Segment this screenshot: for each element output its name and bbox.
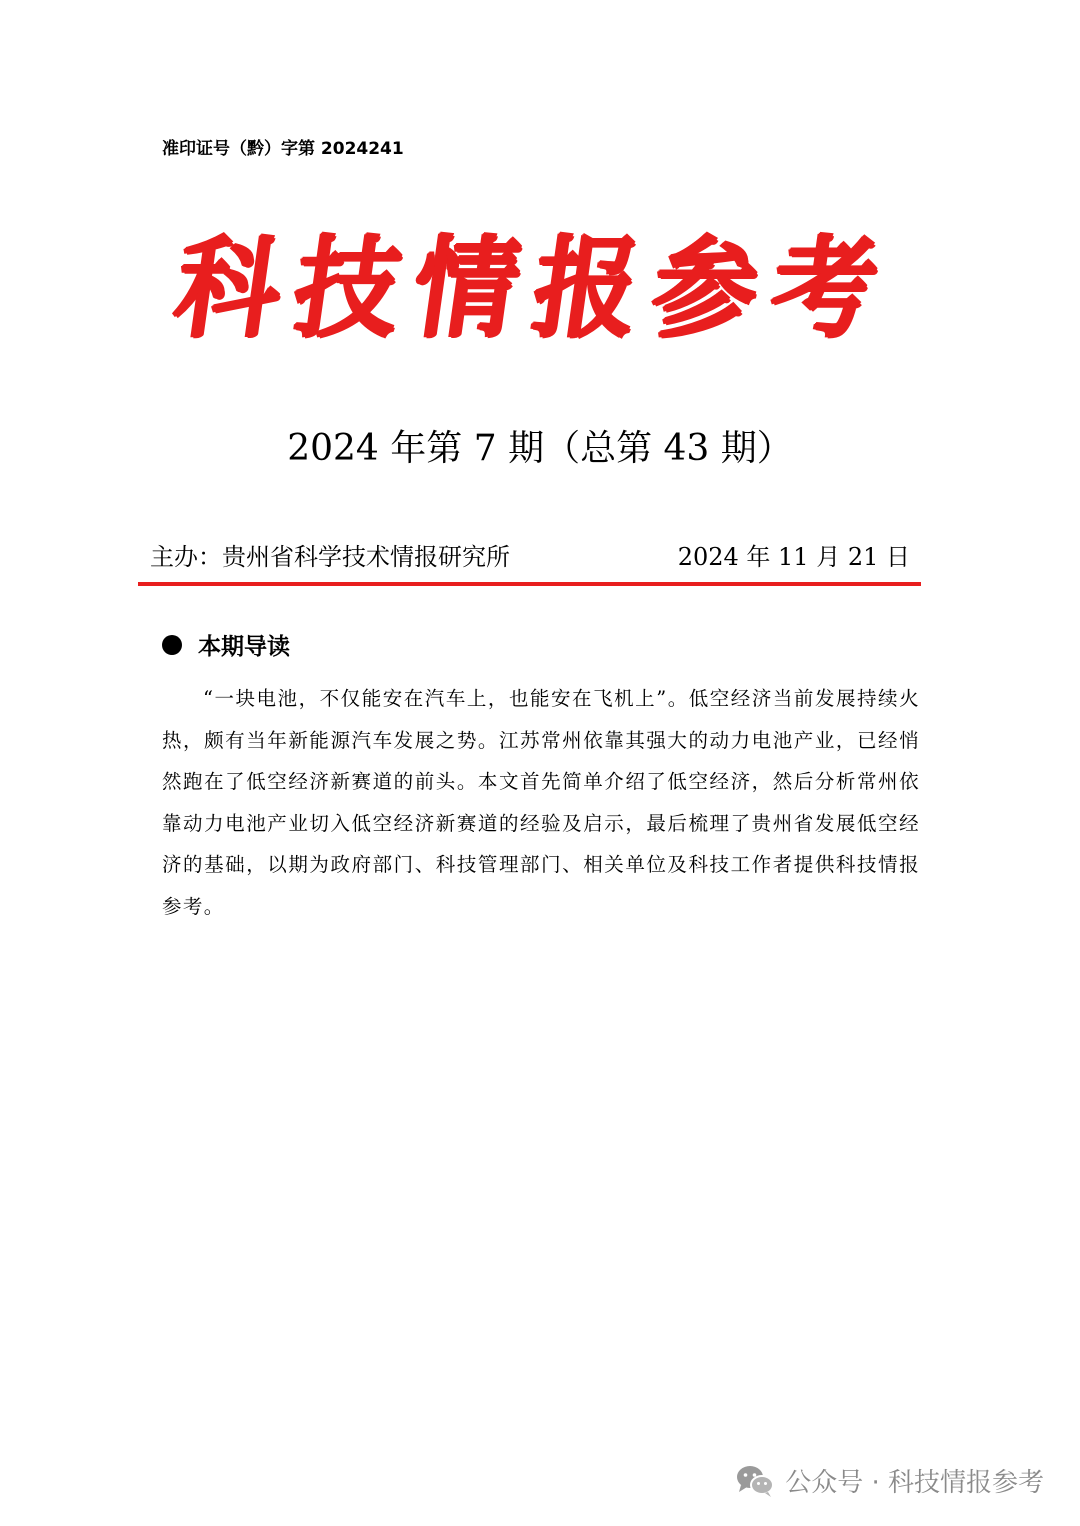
bullet-icon	[162, 635, 182, 655]
permit-number: 准印证号（黔）字第 2024241	[162, 139, 404, 159]
publication-date: 2024 年 11 月 21 日	[677, 543, 910, 571]
masthead-char: 报	[524, 222, 647, 353]
sponsor-text: 主办：贵州省科学技术情报研究所	[150, 543, 510, 571]
masthead-char: 情	[405, 222, 528, 353]
masthead-char: 技	[286, 222, 409, 353]
masthead-title	[166, 218, 886, 358]
guide-summary: “一块电池，不仅能安在汽车上，也能安在飞机上”。低空经济当前发展持续火热，颇有当年新能源汽车发展之势。江苏常州依靠其强大的动力电池产业，已经悄然跑在了低空经济新赛道的前头。本文首先简单介绍了低空经济，然后分析常州依靠动力电池产业切入低空经济新赛道的经验及启示，最后梳理了贵州省发展低空经济的基础，以期为政府部门、科技管理部门、相关单位及科技工作者提供科技情报参考。	[162, 687, 920, 918]
masthead-char: 考	[762, 222, 886, 353]
issue-title: 2024 年第 7 期（总第 43 期）	[287, 428, 793, 469]
byline	[150, 537, 910, 577]
watermark	[735, 1462, 1044, 1499]
masthead-char: 科	[166, 222, 290, 353]
watermark-text: 公众号 · 科技情报参考	[785, 1468, 1044, 1498]
section-heading	[162, 628, 290, 661]
section-heading-label: 本期导读	[198, 634, 290, 660]
wechat-icon	[735, 1464, 775, 1498]
masthead-char: 参	[643, 222, 766, 353]
red-divider	[138, 582, 921, 586]
